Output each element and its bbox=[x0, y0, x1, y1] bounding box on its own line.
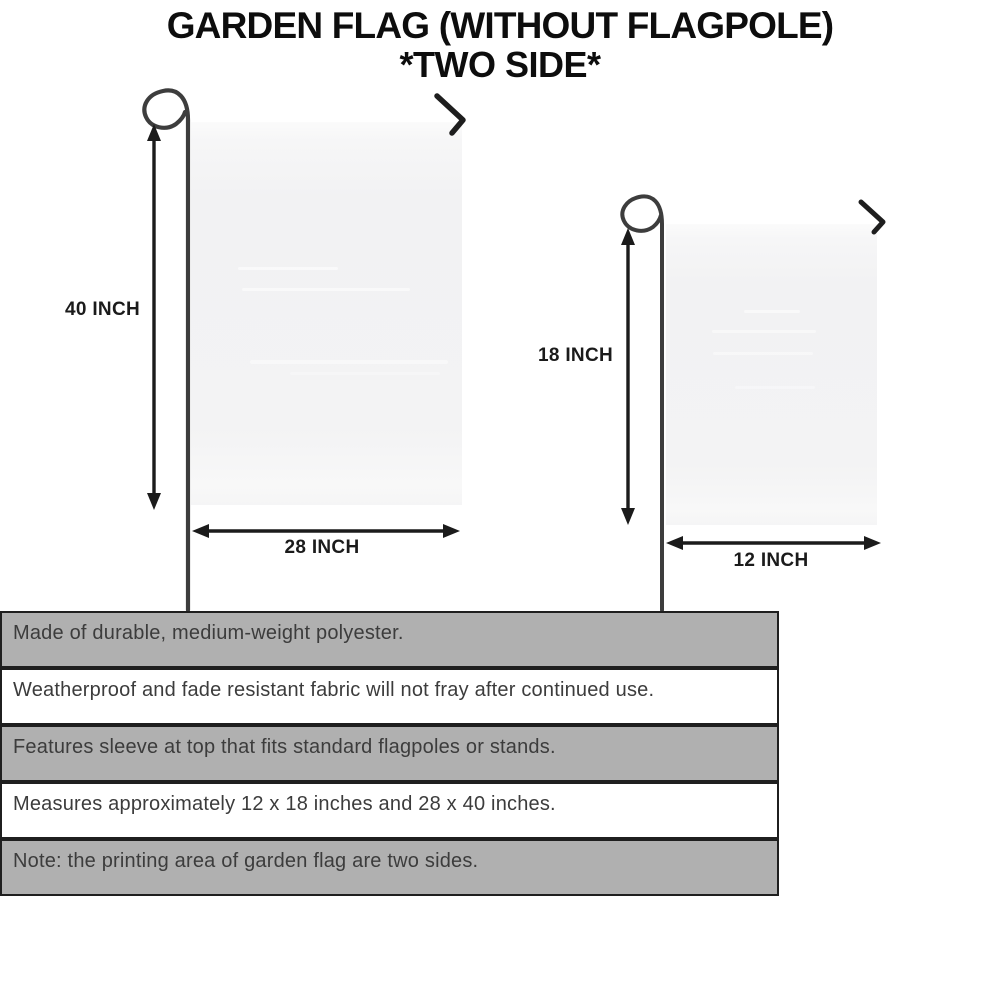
feature-row: Features sleeve at top that fits standard flagpoles or stands. bbox=[0, 725, 779, 782]
large-flagpole bbox=[144, 90, 188, 610]
large-height-arrow bbox=[147, 124, 161, 510]
features-table bbox=[0, 611, 779, 896]
large-width-label: 28 INCH bbox=[284, 537, 360, 558]
small-height-label: 18 INCH bbox=[538, 345, 613, 366]
small-width-label: 12 INCH bbox=[733, 550, 809, 571]
small-flag bbox=[666, 224, 877, 525]
feature-row: Measures approximately 12 x 18 inches and 28 x 40 inches. bbox=[0, 782, 779, 839]
title-line-1: GARDEN FLAG (WITHOUT FLAGPOLE) bbox=[166, 5, 834, 46]
large-width-arrow bbox=[192, 524, 460, 538]
small-flag-group bbox=[538, 196, 883, 610]
small-width-arrow bbox=[666, 536, 881, 550]
title-line-2: *TWO SIDE* bbox=[399, 44, 601, 85]
large-flag bbox=[191, 122, 462, 505]
feature-row: Note: the printing area of garden flag are two sides. bbox=[0, 839, 779, 896]
large-height-label: 40 INCH bbox=[65, 299, 140, 320]
small-height-arrow bbox=[621, 228, 635, 525]
large-flag-group bbox=[65, 90, 463, 610]
feature-row: Made of durable, medium-weight polyester. bbox=[0, 611, 779, 668]
feature-row: Weatherproof and fade resistant fabric will not fray after continued use. bbox=[0, 668, 779, 725]
